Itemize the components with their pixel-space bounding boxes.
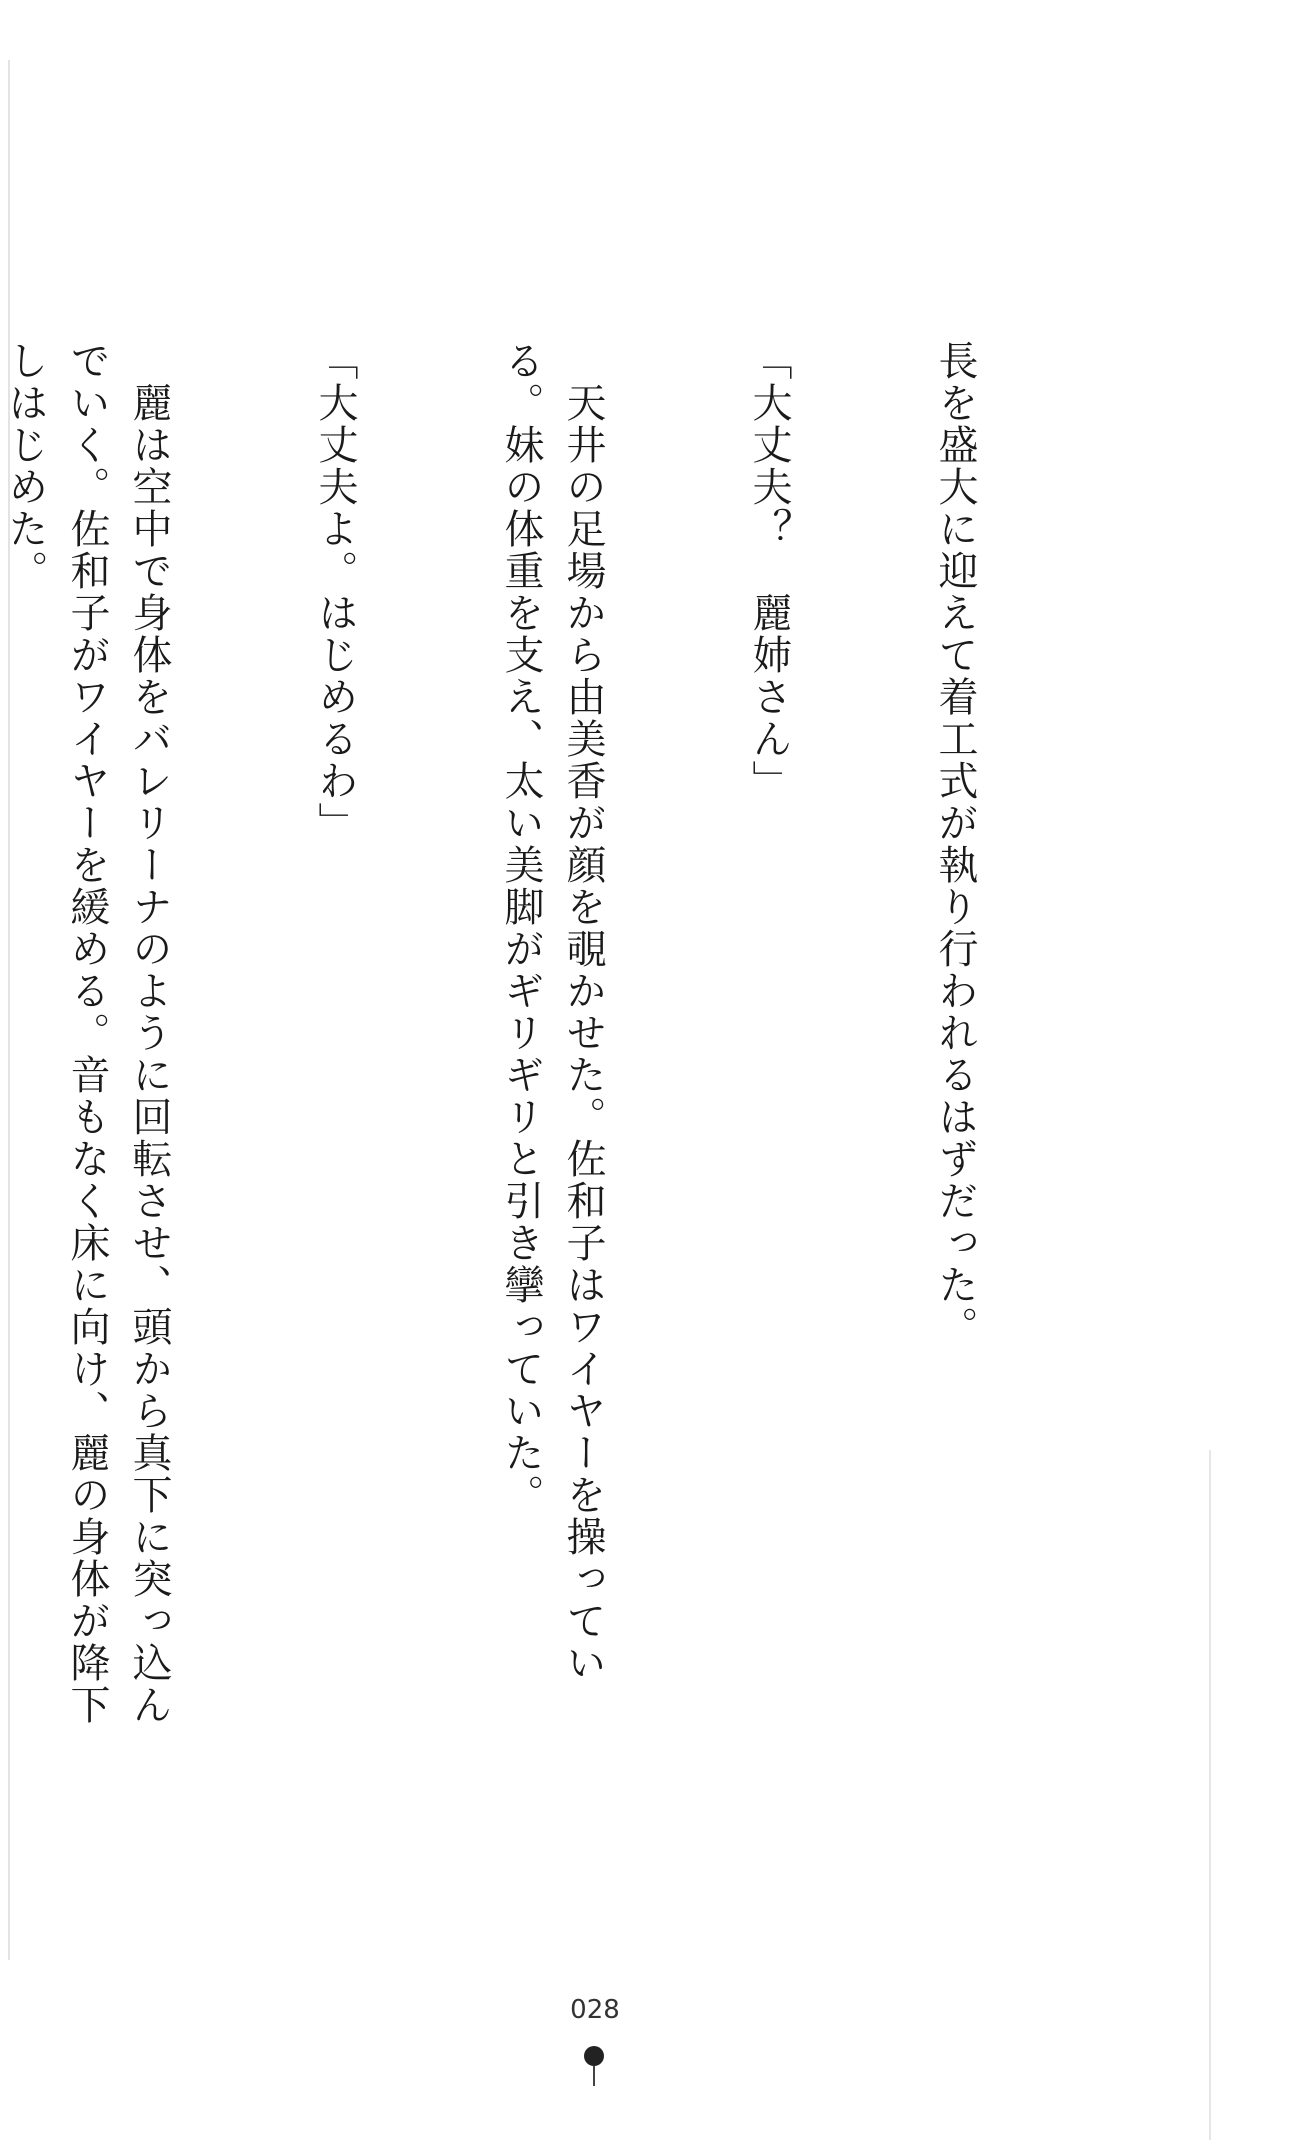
page-number: 028 — [570, 1995, 620, 2025]
vertical-body-text — [2, 340, 1110, 1760]
folio-dot-icon — [584, 2046, 604, 2066]
paragraph: 「大丈夫よ。はじめるわ」 — [312, 340, 358, 844]
paragraph: 長を盛大に迎えて着工式が執り行われるはずだった。 — [932, 340, 978, 1348]
folio-tail-mark — [593, 2066, 595, 2086]
paragraph: 天井の足場から由美香が顔を覗かせた。佐和子はワイヤーを操っている。妹の体重を支え、太い美脚がギリギリと引き攣っていた。 — [498, 340, 606, 1684]
scan-edge-right — [1209, 1450, 1211, 2140]
paragraph: 麗は空中で身体をバレリーナのように回転させ、頭から真下に突っ込んでいく。佐和子がワイヤーを緩める。音もなく床に向け、麗の身体が降下しはじめた。 — [2, 340, 172, 1726]
paragraph: 「大丈夫？ 麗姉さん」 — [746, 340, 792, 802]
